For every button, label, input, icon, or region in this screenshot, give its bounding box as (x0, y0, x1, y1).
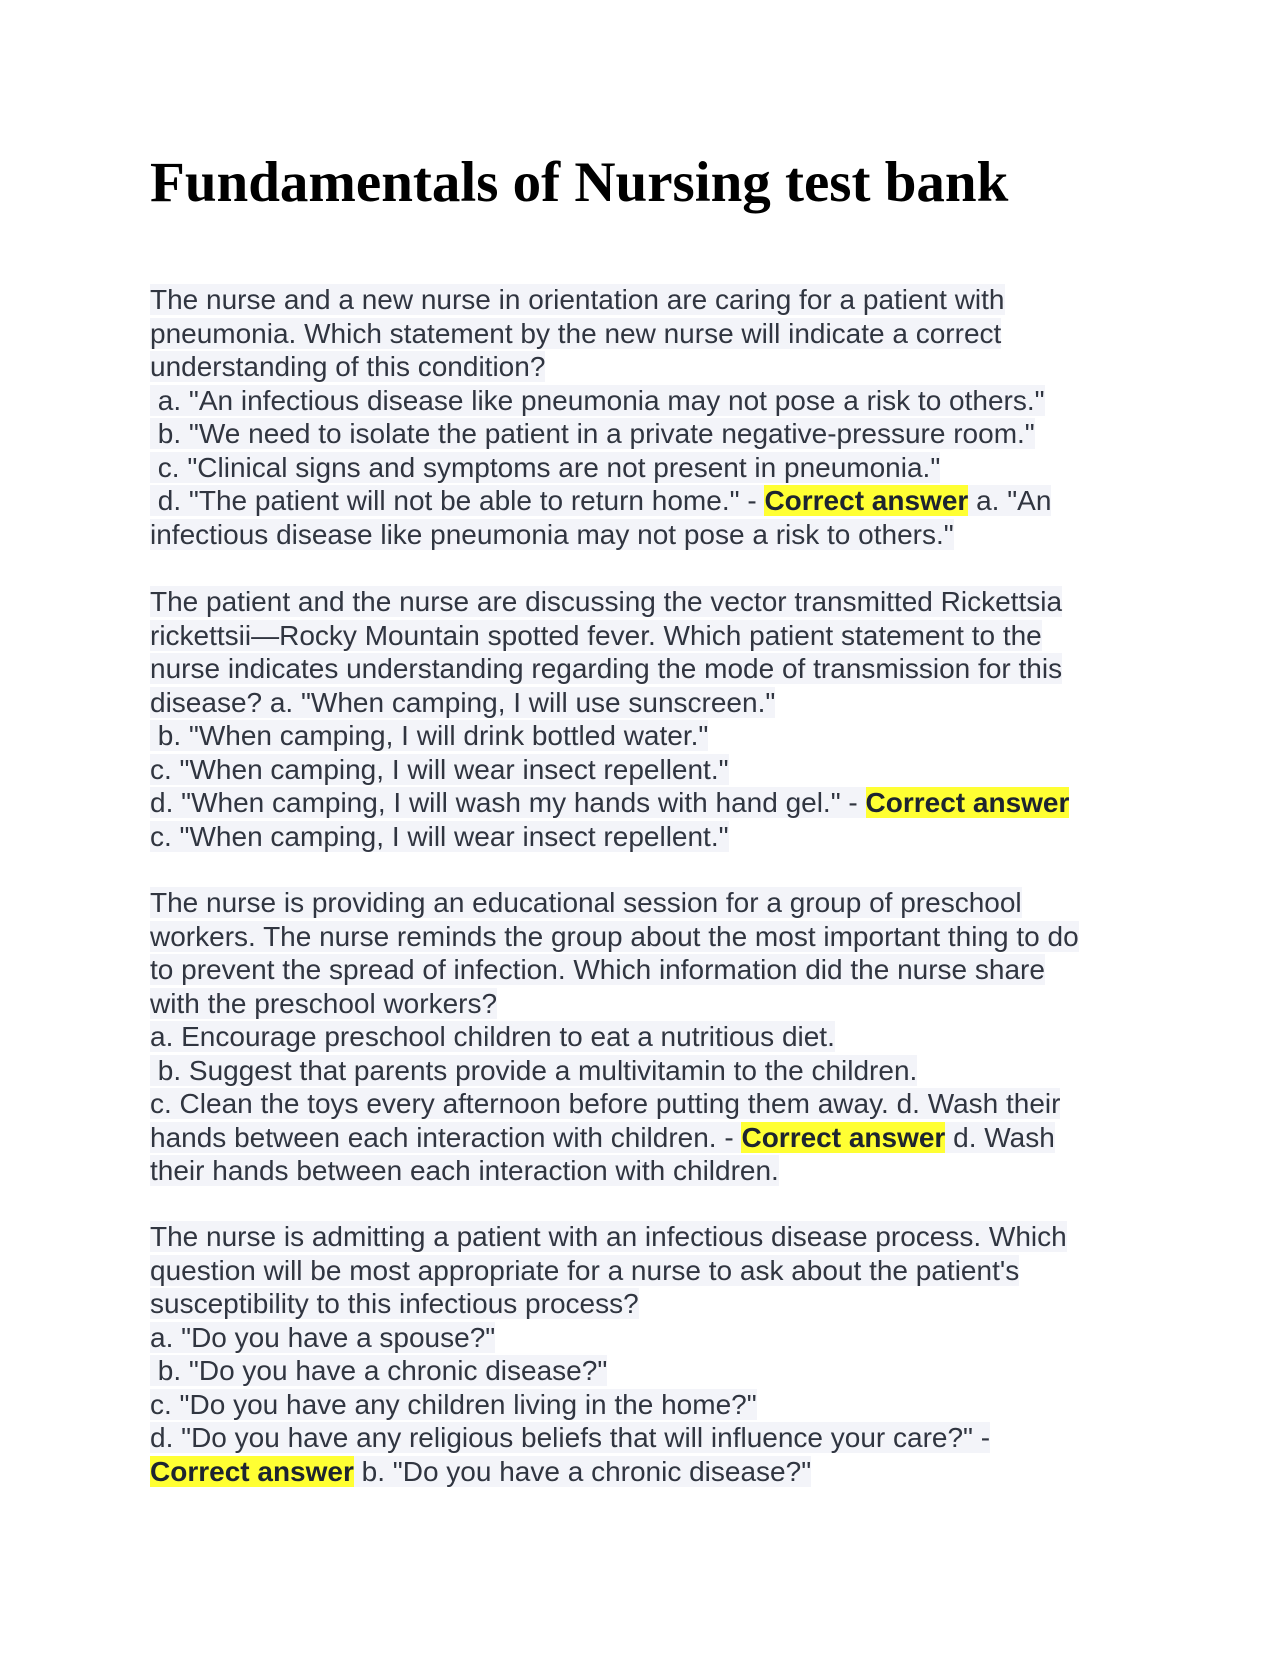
text-segment: d. "When camping, I will wash my hands with hand gel." - (150, 787, 866, 818)
question-block (150, 886, 1079, 1188)
text-line (150, 886, 1079, 920)
text-line (150, 619, 1069, 653)
text-segment: nurse indicates understanding regarding the mode of transmission for this (150, 653, 1063, 684)
text-segment: their hands between each interaction with children. (150, 1155, 779, 1186)
text-segment: d. "Do you have any religious beliefs that will influence your care?" - (150, 1422, 991, 1453)
text-segment: c. Clean the toys every afternoon before putting them away. d. Wash their (150, 1088, 1061, 1119)
text-segment: a. "An infectious disease like pneumonia may not pose a risk to others." (150, 384, 1045, 416)
text-segment: understanding of this condition? (150, 351, 546, 382)
question-block (150, 283, 1051, 551)
text-segment: hands between each interaction with children. - (150, 1121, 742, 1153)
text-segment: b. "Do you have a chronic disease?" (150, 1355, 608, 1386)
text-segment: c. "Do you have any children living in the home?" (150, 1388, 757, 1420)
text-segment: c. "When camping, I will wear insect repellent." (150, 820, 729, 852)
text-line (150, 719, 1069, 753)
text-line (150, 686, 1069, 720)
text-segment: infectious disease like pneumonia may not pose a risk to others." (150, 518, 954, 550)
text-segment: The nurse and a new nurse in orientation are caring for a patient with (150, 284, 1005, 315)
text-segment: d. "The patient will not be able to return home." - (150, 485, 765, 516)
text-line (150, 1154, 1079, 1188)
text-line (150, 1121, 1079, 1155)
question-block (150, 1220, 1067, 1488)
text-line (150, 1054, 1079, 1088)
text-line (150, 987, 1079, 1021)
text-line (150, 753, 1069, 787)
text-line (150, 1087, 1079, 1121)
text-line (150, 283, 1051, 317)
text-line (150, 1455, 1067, 1489)
text-segment: with the preschool workers? (150, 987, 498, 1019)
text-line (150, 484, 1051, 518)
text-line (150, 384, 1051, 418)
text-segment: workers. The nurse reminds the group about the most important thing to do (150, 920, 1079, 952)
text-line (150, 786, 1069, 820)
document-title: Fundamentals of Nursing test bank (150, 151, 1009, 214)
text-line (150, 1220, 1067, 1254)
text-line (150, 953, 1079, 987)
correct-answer-highlight: Correct answer (150, 1455, 354, 1487)
text-line (150, 451, 1051, 485)
text-segment: b. "We need to isolate the patient in a private negative-pressure room." (150, 418, 1035, 449)
text-segment: a. "An (968, 485, 1052, 516)
text-line (150, 1354, 1067, 1388)
text-segment: The nurse is providing an educational session for a group of preschool (150, 887, 1022, 918)
text-segment: The nurse is admitting a patient with an infectious disease process. Which (150, 1221, 1067, 1252)
correct-answer-highlight: Correct answer (865, 787, 1070, 818)
text-line (150, 1321, 1067, 1355)
text-line (150, 1254, 1067, 1288)
text-segment: b. "Do you have a chronic disease?" (353, 1455, 812, 1487)
text-segment: d. Wash (945, 1121, 1055, 1153)
text-segment: b. Suggest that parents provide a multivitamin to the children. (150, 1054, 918, 1086)
text-segment: disease? a. "When camping, I will use sunscreen." (150, 686, 776, 718)
text-segment: question will be most appropriate for a nurse to ask about the patient's (150, 1254, 1020, 1286)
text-segment: a. "Do you have a spouse?" (150, 1321, 496, 1353)
text-line (150, 1287, 1067, 1321)
text-line (150, 1421, 1067, 1455)
text-segment: susceptibility to this infectious process? (150, 1288, 639, 1319)
text-line (150, 518, 1051, 552)
text-line (150, 417, 1051, 451)
text-segment: to prevent the spread of infection. Which information did the nurse share (150, 954, 1045, 985)
text-line (150, 820, 1069, 854)
text-line (150, 920, 1079, 954)
correct-answer-highlight: Correct answer (764, 485, 969, 516)
text-line (150, 585, 1069, 619)
text-segment: The patient and the nurse are discussing the vector transmitted Rickettsia (150, 586, 1063, 617)
text-segment: pneumonia. Which statement by the new nurse will indicate a correct (150, 317, 1002, 349)
text-segment: a. Encourage preschool children to eat a nutritious diet. (150, 1021, 835, 1052)
question-block (150, 585, 1069, 853)
text-line (150, 317, 1051, 351)
text-line (150, 1388, 1067, 1422)
correct-answer-highlight: Correct answer (741, 1121, 946, 1153)
text-segment: b. "When camping, I will drink bottled water." (150, 720, 709, 751)
text-line (150, 350, 1051, 384)
text-segment: c. "When camping, I will wear insect repellent." (150, 753, 729, 785)
text-line (150, 652, 1069, 686)
text-line (150, 1020, 1079, 1054)
text-segment: rickettsii—Rocky Mountain spotted fever. Which patient statement to the (150, 619, 1042, 651)
text-segment: c. "Clinical signs and symptoms are not present in pneumonia." (150, 451, 941, 483)
